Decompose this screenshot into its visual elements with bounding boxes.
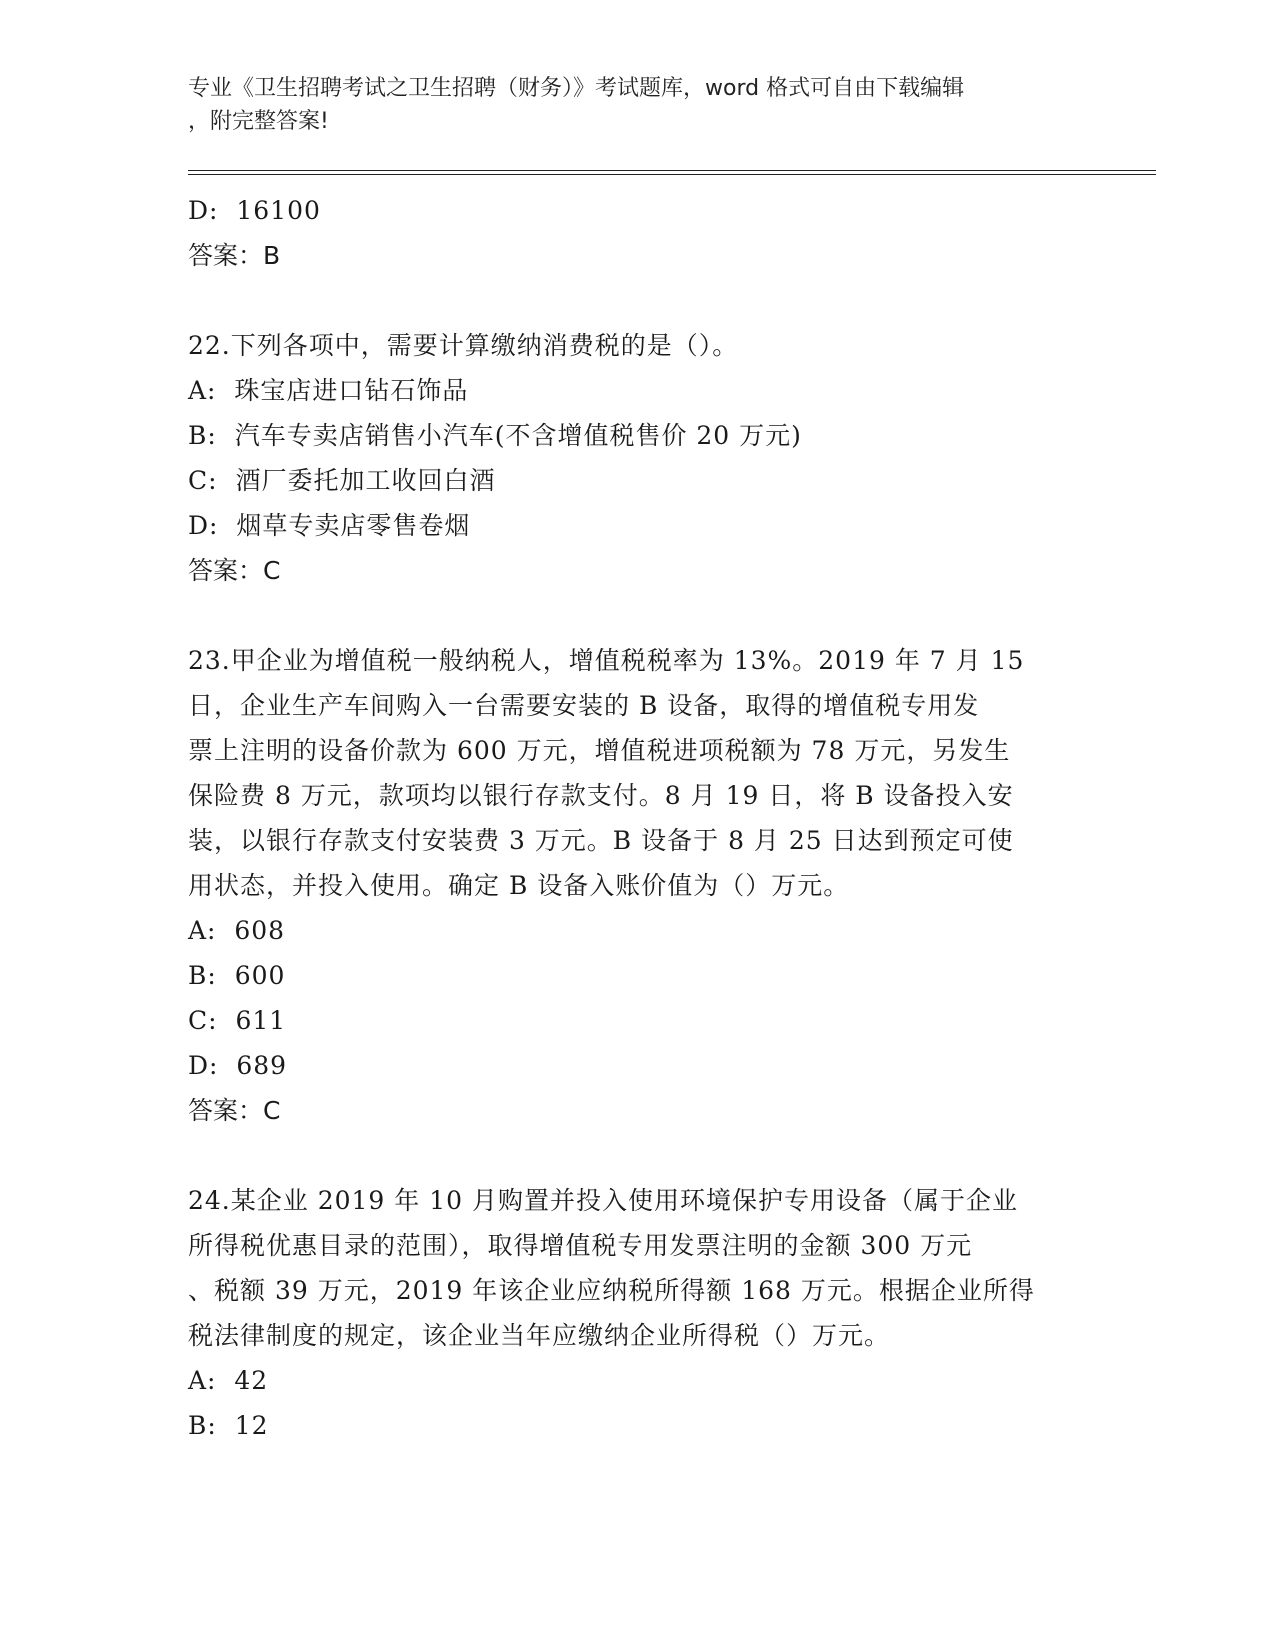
question-stem-line: 22.下列各项中，需要计算缴纳消费税的是（）。: [188, 331, 739, 360]
header-rule-bottom: [188, 174, 1156, 175]
question-stem-line: 装，以银行存款支付安装费 3 万元。B 设备于 8 月 25 日达到预定可使: [188, 826, 1014, 855]
answer: 答案：C: [188, 556, 281, 585]
question-22: [188, 323, 1088, 593]
question-stem-line: 用状态，并投入使用。确定 B 设备入账价值为（）万元。: [188, 871, 850, 900]
prev-answer: 答案：B: [188, 241, 281, 270]
option-c: C: 611: [188, 1006, 287, 1035]
question-stem-line: 保险费 8 万元，款项均以银行存款支付。8 月 19 日，将 B 设备投入安: [188, 781, 1014, 810]
answer: 答案：C: [188, 1096, 281, 1125]
option-a: A: 42: [188, 1366, 269, 1395]
option-d: D: 烟草专卖店零售卷烟: [188, 511, 471, 540]
question-stem-line: 23.甲企业为增值税一般纳税人，增值税税率为 13%。2019 年 7 月 15: [188, 646, 1025, 675]
question-24: [188, 1178, 1088, 1448]
question-stem-line: 、税额 39 万元，2019 年该企业应纳税所得额 168 万元。根据企业所得: [188, 1276, 1035, 1305]
question-stem-line: 24.某企业 2019 年 10 月购置并投入使用环境保护专用设备（属于企业: [188, 1186, 1018, 1215]
question-stem-line: 所得税优惠目录的范围），取得增值税专用发票注明的金额 300 万元: [188, 1231, 973, 1260]
option-c: C: 酒厂委托加工收回白酒: [188, 466, 496, 495]
question-stem-line: 税法律制度的规定，该企业当年应缴纳企业所得税（）万元。: [188, 1321, 891, 1350]
question-23: [188, 638, 1088, 1133]
header-rule-top: [188, 170, 1156, 171]
question-stem-line: 票上注明的设备价款为 600 万元，增值税进项税额为 78 万元，另发生: [188, 736, 1011, 765]
page-header: [188, 72, 1088, 138]
option-a: A: 珠宝店进口钻石饰品: [188, 376, 469, 405]
header-line-1: 专业《卫生招聘考试之卫生招聘（财务）》考试题库，word 格式可自由下载编辑: [188, 76, 965, 101]
question-stem-line: 日，企业生产车间购入一台需要安装的 B 设备，取得的增值税专用发: [188, 691, 980, 720]
option-d: D: 689: [188, 1051, 288, 1080]
option-a: A: 608: [188, 916, 286, 945]
question-list: [188, 188, 1088, 1448]
header-line-2: ，附完整答案!: [188, 109, 329, 134]
option-b: B: 汽车专卖店销售小汽车(不含增值税售价 20 万元): [188, 421, 802, 450]
option-b: B: 600: [188, 961, 286, 990]
prev-option-d: D: 16100: [188, 196, 321, 225]
option-b: B: 12: [188, 1411, 269, 1440]
